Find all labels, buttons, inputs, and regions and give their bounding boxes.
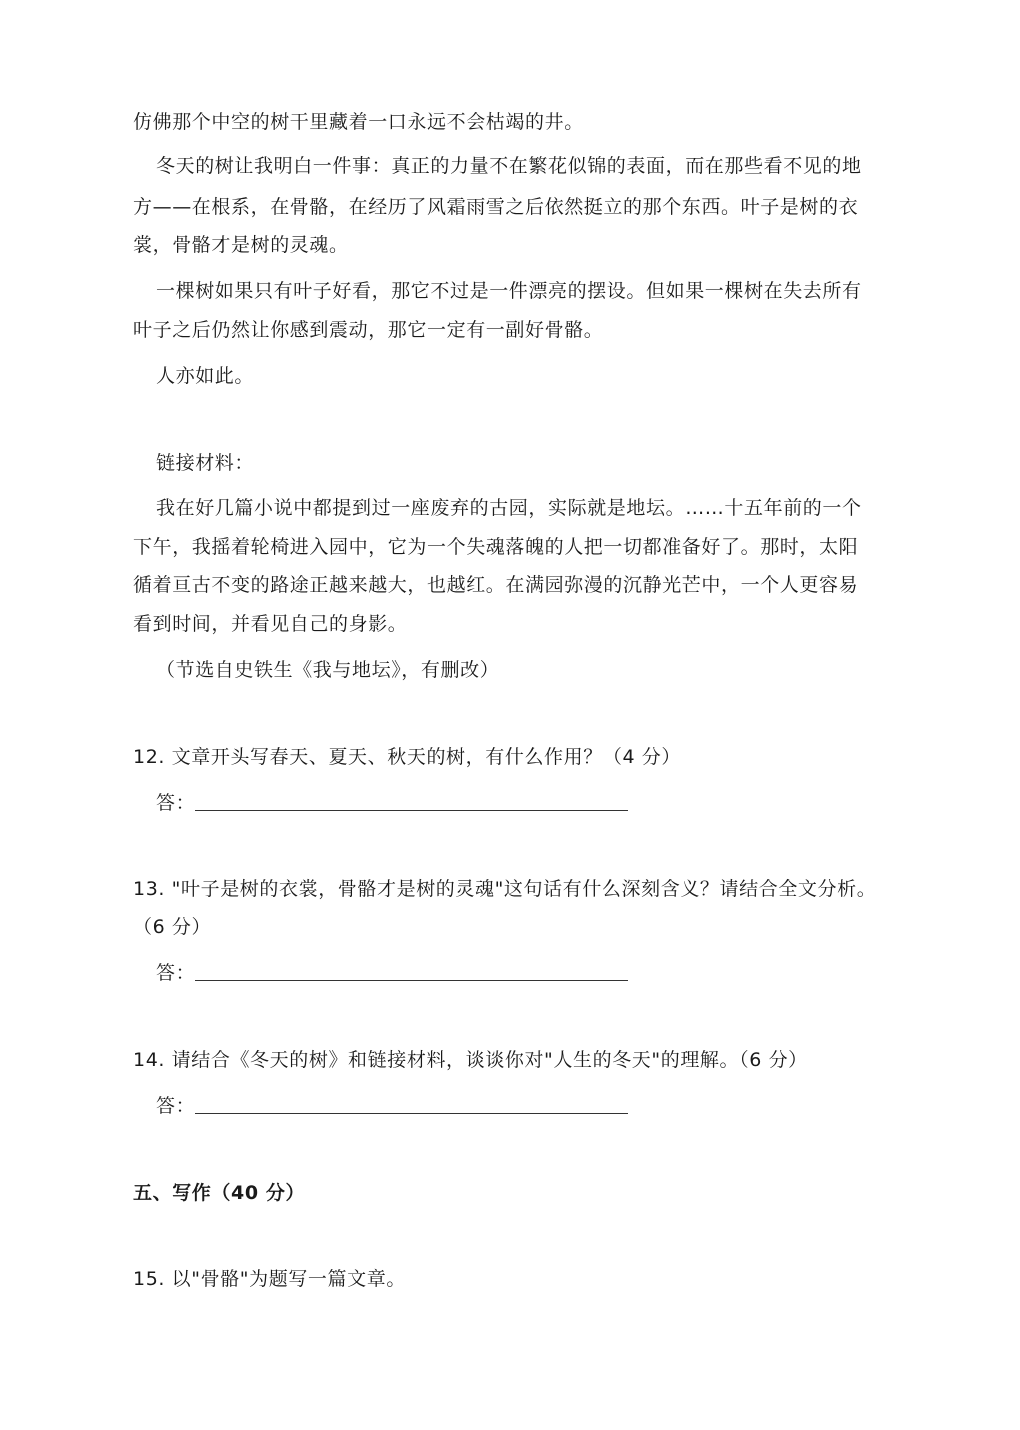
question-13-line-2: （6 分） (133, 916, 212, 938)
passage-line-7: 人亦如此。 (156, 365, 255, 387)
answer-line-13[interactable] (195, 980, 628, 981)
answer-label-13: 答： (156, 962, 196, 984)
answer-line-12[interactable] (195, 810, 628, 811)
link-material-heading: 链接材料： (156, 452, 255, 474)
question-12: 12. 文章开头写春天、夏天、秋天的树，有什么作用？（4 分） (133, 746, 681, 768)
passage-line-4: 裳，骨骼才是树的灵魂。 (133, 234, 349, 256)
link-material-line-3: 循着亘古不变的路途正越来越大，也越红。在满园弥漫的沉静光芒中，一个人更容易 (133, 574, 859, 596)
link-material-line-4: 看到时间，并看见自己的身影。 (133, 613, 408, 635)
link-material-line-1: 我在好几篇小说中都提到过一座废弃的古园，实际就是地坛。……十五年前的一个 (156, 497, 862, 519)
link-material-line-2: 下午，我摇着轮椅进入园中，它为一个失魂落魄的人把一切都准备好了。那时，太阳 (133, 536, 859, 558)
question-13-line-1: 13. "叶子是树的衣裳，骨骼才是树的灵魂"这句话有什么深刻含义？请结合全文分析。 (133, 878, 877, 900)
passage-line-6: 叶子之后仍然让你感到震动，那它一定有一副好骨骼。 (133, 319, 604, 341)
link-material-source: （节选自史铁生《我与地坛》，有删改） (156, 659, 500, 681)
question-15: 15. 以"骨骼"为题写一篇文章。 (133, 1268, 406, 1290)
passage-line-5: 一棵树如果只有叶子好看，那它不过是一件漂亮的摆设。但如果一棵树在失去所有 (156, 280, 862, 302)
passage-line-2: 冬天的树让我明白一件事：真正的力量不在繁花似锦的表面，而在那些看不见的地 (156, 155, 862, 177)
question-14: 14. 请结合《冬天的树》和链接材料，谈谈你对"人生的冬天"的理解。（6 分） (133, 1049, 808, 1071)
answer-label-14: 答： (156, 1095, 196, 1117)
answer-line-14[interactable] (195, 1113, 628, 1114)
passage-line-3: 方——在根系，在骨骼，在经历了风霜雨雪之后依然挺立的那个东西。叶子是树的衣 (133, 196, 859, 218)
passage-line-1: 仿佛那个中空的树干里藏着一口永远不会枯竭的井。 (133, 111, 584, 133)
answer-label-12: 答： (156, 792, 196, 814)
writing-section-heading: 五、写作（40 分） (133, 1182, 306, 1204)
